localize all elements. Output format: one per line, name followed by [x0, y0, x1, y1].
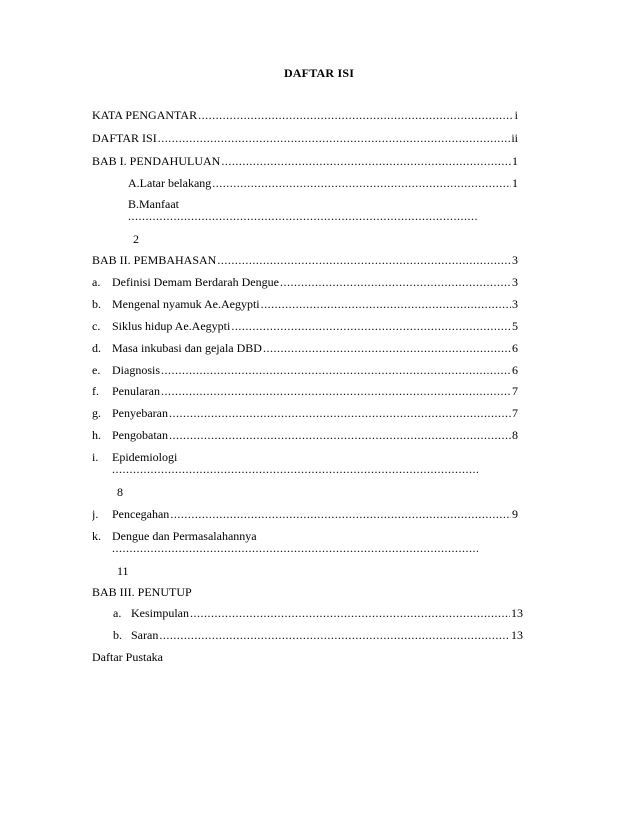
toc-leader — [280, 274, 511, 290]
toc-page-number: 7 — [512, 406, 518, 420]
toc-leader — [128, 210, 478, 222]
toc-label: KATA PENGANTAR — [92, 108, 198, 122]
toc-page-number: 8 — [512, 428, 518, 442]
toc-leader — [169, 405, 511, 421]
toc-entry — [92, 405, 518, 421]
toc-label: DAFTAR ISI — [92, 131, 157, 145]
toc-entry — [92, 383, 518, 399]
toc-leader — [217, 252, 511, 268]
toc-page-number: i — [514, 108, 518, 122]
toc-page-number: 13 — [511, 606, 523, 620]
toc-page-number: 6 — [512, 341, 518, 355]
toc-page-number: 11 — [117, 564, 129, 578]
toc-page-number: 1 — [512, 154, 518, 168]
toc-label: Dengue dan Permasalahannya — [112, 529, 257, 543]
toc-leader — [112, 542, 478, 554]
toc-entry — [92, 506, 518, 522]
toc-leader — [261, 296, 511, 312]
toc-label: Penyebaran — [112, 406, 168, 420]
toc-entry — [92, 153, 518, 169]
toc-label: Daftar Pustaka — [92, 650, 163, 664]
page-title: DAFTAR ISI — [283, 66, 355, 80]
toc-marker: i. — [92, 450, 99, 464]
toc-page-number: 5 — [512, 319, 518, 333]
toc-page-number: 3 — [512, 253, 518, 267]
toc-marker: j. — [92, 507, 99, 521]
toc-entry — [92, 274, 518, 290]
toc-entry — [128, 175, 518, 191]
toc-leader — [221, 153, 511, 169]
toc-label: Kesimpulan — [131, 606, 189, 620]
toc-leader — [212, 175, 511, 191]
toc-label: Diagnosis — [112, 363, 160, 377]
toc-page-number: 7 — [512, 384, 518, 398]
toc-label: BAB I. PENDAHULUAN — [92, 154, 221, 168]
toc-label: Epidemiologi — [112, 450, 178, 464]
toc-leader — [158, 130, 511, 146]
toc-label: Penularan — [112, 384, 160, 398]
toc-label: Saran — [131, 628, 159, 642]
toc-leader — [231, 318, 511, 334]
toc-leader — [169, 427, 511, 443]
toc-label: Siklus hidup Ae.Aegypti — [112, 319, 231, 333]
toc-label: Masa inkubasi dan gejala DBD — [112, 341, 262, 355]
toc-label: BAB II. PEMBAHASAN — [92, 253, 217, 267]
toc-page-number: 2 — [133, 232, 139, 246]
toc-entry — [92, 318, 518, 334]
toc-leader — [161, 362, 511, 378]
toc-label: A.Latar belakang — [128, 176, 212, 190]
toc-entry — [113, 627, 523, 643]
toc-marker: a. — [113, 606, 122, 620]
toc-label: Mengenal nyamuk Ae.Aegypti — [112, 297, 260, 311]
toc-page-number: ii — [511, 131, 518, 145]
toc-entry — [92, 130, 518, 146]
toc-entry — [92, 107, 518, 123]
toc-entry — [92, 340, 518, 356]
toc-entry — [92, 427, 518, 443]
toc-leader — [198, 107, 514, 123]
toc-label: Pengobatan — [112, 428, 168, 442]
toc-leader — [263, 340, 511, 356]
toc-marker: g. — [92, 406, 101, 420]
toc-marker: b. — [113, 628, 122, 642]
toc-label: BAB III. PENUTUP — [92, 585, 192, 599]
toc-leader — [159, 627, 510, 643]
toc-marker: a. — [92, 275, 101, 289]
toc-page-number: 8 — [117, 485, 123, 499]
toc-leader — [190, 605, 510, 621]
toc-label: B.Manfaat — [128, 197, 179, 211]
toc-marker: h. — [92, 428, 101, 442]
toc-entry — [92, 252, 518, 268]
toc-marker: e. — [92, 363, 101, 377]
toc-entry — [92, 296, 518, 312]
toc-page-number: 6 — [512, 363, 518, 377]
toc-leader — [161, 383, 511, 399]
toc-page-number: 13 — [511, 628, 523, 642]
toc-label: Definisi Demam Berdarah Dengue — [112, 275, 279, 289]
toc-page-number: 3 — [512, 297, 518, 311]
toc-leader — [112, 463, 478, 475]
toc-marker: d. — [92, 341, 101, 355]
toc-entry — [113, 605, 523, 621]
toc-page-number: 3 — [512, 275, 518, 289]
toc-label: Pencegahan — [112, 507, 170, 521]
toc-page-number: 1 — [512, 176, 518, 190]
toc-marker: c. — [92, 319, 101, 333]
toc-marker: b. — [92, 297, 101, 311]
toc-entry — [92, 362, 518, 378]
toc-marker: k. — [92, 529, 101, 543]
toc-marker: f. — [92, 384, 99, 398]
toc-leader — [170, 506, 511, 522]
toc-page-number: 9 — [512, 507, 518, 521]
